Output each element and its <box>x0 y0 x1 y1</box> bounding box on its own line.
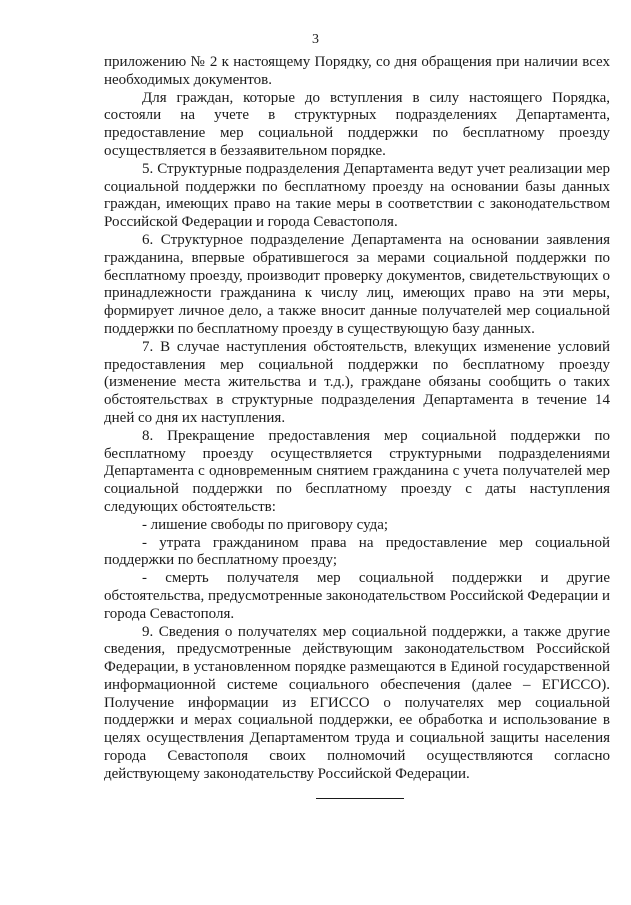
paragraph-applicants-before-procedure: Для граждан, которые до вступления в силу настоящего Порядка, состояли на учете в структурных подразделениях Департамента, предоставление мер социальной поддержки по бесплатному проезду осуществляется в беззаявительном порядке. <box>104 89 610 159</box>
paragraph-clause-7: 7. В случае наступления обстоятельств, влекущих изменение условий предоставления мер социальной поддержки по бесплатному проезду (изменение места жительства и т.д.), граждане обязаны сообщить о таких обстоятельствах в структурные подразделения Департамента в течение 14 дней со дня их наступления. <box>104 338 610 426</box>
page-number: 3 <box>312 32 319 47</box>
list-item-loss-of-right: - утрата гражданином права на предоставление мер социальной поддержки по бесплатному проезду; <box>104 534 610 569</box>
document-body <box>104 54 610 784</box>
list-item-imprisonment: - лишение свободы по приговору суда; <box>142 516 389 533</box>
list-item-death-other: - смерть получателя мер социальной поддержки и другие обстоятельства, предусмотренные законодательством Российской Федерации и города Севастополя. <box>104 570 610 622</box>
paragraph-clause-5: 5. Структурные подразделения Департамента ведут учет реализации мер социальной поддержки по бесплатному проезду на основании базы данных граждан, имеющих право на такие меры в соответствии с законодательством Российской Федерации и города Севастополя. <box>104 160 610 231</box>
paragraph-continuation: приложению № 2 к настоящему Порядку, со дня обращения при наличии всех необходимых документов. <box>104 54 610 88</box>
paragraph-clause-6: 6. Структурное подразделение Департамента на основании заявления гражданина, впервые обратившегося за мерами социальной поддержки по бесплатному проезду, производит проверку документов, свидетельствующих о принадлежности гражданина к числу лиц, имеющих право на эти меры, формирует личное дело, а также вносит данные получателей мер социальной поддержки по бесплатному проезду в существующую базу данных. <box>104 231 610 337</box>
paragraph-clause-9: 9. Сведения о получателях мер социальной поддержки, а также другие сведения, предусмотренные действующим законодательством Российской Федерации, в установленном порядке размещаются в Единой государственной информационной системе социального обеспечения (далее – ЕГИССО). Получение информации из ЕГИССО о получателях мер социальной поддержки и мерах социальной поддержки, ее обработка и использование в целях осуществления Департаментом труда и социальной защиты населения города Севастополя своих полномочий осуществляются согласно действующему законодательству Российской Федерации. <box>104 623 610 782</box>
paragraph-clause-8: 8. Прекращение предоставления мер социальной поддержки по бесплатному проезду осуществляется структурными подразделениями Департамента с одновременным снятием гражданина с учета получателей мер социальной поддержки по бесплатному проезду с даты наступления следующих обстоятельств: <box>104 427 610 515</box>
end-of-document-line <box>316 798 404 799</box>
